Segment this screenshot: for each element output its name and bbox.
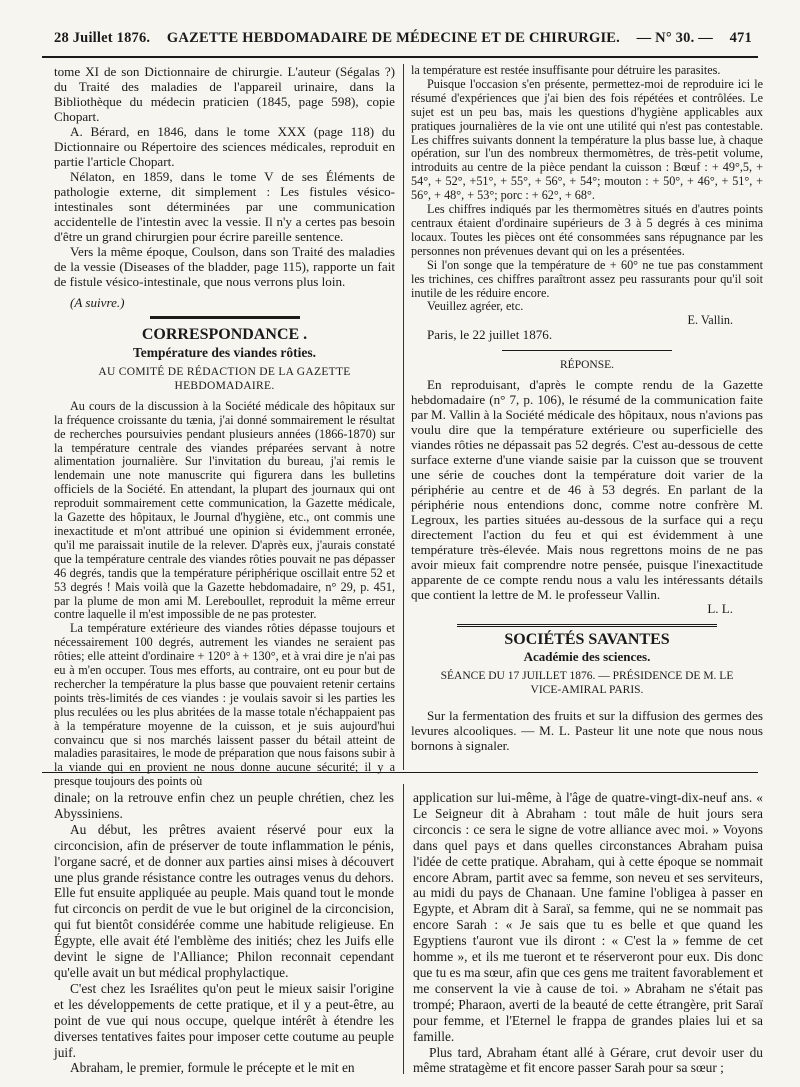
paragraph: dinale; on la retrouve enfin chez un peuple chrétien, chez les Abyssiniens. [54,790,394,821]
header-date: 28 Juillet 1876. [54,30,151,46]
running-head [54,30,752,50]
societies-heading: SOCIÉTÉS SAVANTES [504,630,670,648]
academy-subheading: Académie des sciences. [523,648,651,664]
paragraph: En reproduisant, d'après le compte rendu de la Gazette hebdomadaire (n° 7, p. 106), le résumé de la communication faite par M. Vallin à la Société médicale des hôpitaux, nous n'avions pas voulu dire que la température extérieure ou superficielle des viandes rôties ne dépassait pas 52 degrés. C'est au-dessous de cette surface externe d'une viande saisie par la cuisson que se trouvent une série de couches dont la température doit varier de la périphérie au centre et de 46 à 53 degrés. En parlant de la périphérie nous entendions donc, comme notre confrère M. Legroux, les parties situées au-dessous de la surface qui a reçu directement l'action du feu et qui est évidemment à une température très-élevée. Mais nous regrettons moins de ne pas avoir mieux fait comprendre notre pensée, puisque l'inexactitude apparente de ce compte rendu nous a valu les intéressants détails que contient la lettre de M. le professeur Vallin. [411,377,763,603]
paragraph: Veuillez agréer, etc. [427,299,524,314]
paragraph: Vers la même époque, Coulson, dans son Traité des maladies de la vessie (Diseases of the bladder, page 115), rapporte un fait de fistule vésico-intestinale, que nous verrons plus loin. [54,244,395,289]
to-be-continued: (A suivre.) [70,295,125,310]
section-rule [150,316,300,319]
header-issue: — N° 30. — [636,30,713,46]
signature-ll: L. L. [707,601,733,617]
paragraph: tome XI de son Dictionnaire de chirurgie. L'auteur (Ségalas ?) du Traité des maladies de l'appareil urinaire, dans la Bibliothèque du médecin praticien (1845, page 598), copie Chopart. [54,64,395,124]
paragraph: Si l'on songe que la température de + 60° ne tue pas constamment les trichines, ces chiffres paraîtront assez peu rassurants pour qu'il soit inutile de les réduire encore. [411,257,763,300]
section-rule [457,624,717,627]
paragraph: C'est chez les Israélites qu'on peut le mieux saisir l'origine et les développements de cette pratique, et il y a peut-être, au point de vue qui nous occupe, quelque intérêt à étendre les diverses tentatives faites pour imposer cette coutume au peuple juif. [54,980,394,1060]
paragraph: La température extérieure des viandes rôties dépasse toujours et nécessairement 100 degrés, autrement les viandes ne seraient pas rôties; elle atteint d'ordinaire + 120° à + 130°, et à vrai dire je n'ai pas eu à m'en occuper. Tous mes efforts, au contraire, ont eu pour but de rechercher la température la plus basse que pouvaient retenir certains points très-limités de ces viandes : je voulais savoir si les parties les plus reculées ou les plus abritées de la masse totale n'échappaient pas à la température moyenne de la cuisson, et je suis aujourd'hui convaincu que si nos marchés laissent passer du bétail atteint de maladies parasitaires, le mode de préparation que nous faisons subir à la viande qui en provient ne nous donne aucune sécurité; il y a presque toujours des points où [54,621,395,789]
paragraph: application sur lui-même, à l'âge de quatre-vingt-dix-neuf ans. « Le Seigneur dit à Abraham : tout mâle de huit jours sera circoncis : ce sera le signe de votre alliance avec moi. » Voyons dans quel pays et dans quelles circonstances Abraham puisa l'idée de cette pratique. Abraham, qui à cette époque se nommait encore Abram, partit avec sa femme, son neveu et ses serviteurs, au midi du pays de Chanaan. Une famine l'obligea à passer en Egypte, et Abram dit à Saraï, sa femme, qui ne se nommait pas encore Sarah : « Je sais que tu es belle et que quand les Egyptiens t'auront vue ils diront : « C'est la » femme de cet homme », et ils me tueront et te réserveront pour eux. Dis donc que tu es ma sœur, afin que ces gens me traitent favorablement et me conservent la vie à cause de toi. » Abraham ne s'était pas trompé; Pharaon, averti de la beauté de cette étrangère, prit Saraï pour femme, et l'Eternel le frappa de grandes plaies lui et sa famille. [413,790,763,1044]
response-heading: RÉPONSE. [560,359,614,372]
paragraph: Au début, les prêtres avaient réservé pour eux la circoncision, afin de préserver de toute inflammation le pénis, l'organe sacré, et de donner aux parties ainsi mises à découvert une plus grande résistance contre les outrages venus du dehors. Elle fut ensuite appliquée au peuple. Mais quand tout le monde fut circoncis on perdit de vue le but originel de la circoncision, qui fut bientôt considérée comme une habitude religieuse. En Égypte, elle avait été l'emblème des initiés; chez les Juifs elle devint le signe de l'Alliance; Philon reconnait cependant qu'elle avait un but médical prophylactique. [54,821,394,980]
paragraph: Sur la fermentation des fruits et sur la diffusion des germes des levures alcooliques. — M. L. Pasteur lit une note que nous nous bornons à signaler. [411,707,763,753]
paragraph: Puisque l'occasion s'en présente, permettez-moi de reproduire ici le résumé d'expériences que j'ai bien des fois répétées et contrôlées. Le sujet est un peu bas, mais les questions d'hygiène applicables aux pratiques journalières de la vie ont une utilité qui n'est pas contestable. Les chiffres suivants donnent la température la plus basse lue, à chaque opération, sur l'un des nombreux thermomètres, de très-petit volume, introduits au centre de la pièce pendant la cuisson : Bœuf : + 49°,5, + 54°, + 52°, +51°, + 55°, + 56°, + 54°; mouton : + 50°, + 46°, + 51°, + 56°, + 48°, + 53°; porc : + 62°, + 68°. [411,76,763,203]
paragraph: la température est restée insuffisante pour détruire les parasites. [411,63,721,77]
paragraph: Abraham, le premier, formule le précepte et le mit en [70,1060,355,1076]
session-line: SÉANCE DU 17 JUILLET 1876. — PRÉSIDENCE DE M. LE VICE-AMIRAL PARIS. [440,669,734,696]
paragraph: Les chiffres indiqués par les thermomètres situés en d'autres points centraux étaient d'ordinaire supérieurs de 3 à 5 degrés à ces minima locaux. Toutes les pièces ont été consommées sans répugnance par les personnes non prévenues devant qui on les a présentées. [411,202,763,258]
column-divider-top [403,64,404,770]
bottom-left-column [54,790,394,1076]
correspondence-addressee: AU COMITÉ DE RÉDACTION DE LA GAZETTE HEBDOMADAIRE. [98,366,351,392]
column-divider-bottom [403,784,404,1074]
feuilleton-rule [42,772,758,773]
paragraph: Nélaton, en 1859, dans le tome V de ses Éléments de pathologie externe, dit simplement : Les fistules vésico-intestinales sont déterminées par une communication accidentelle de l'intestin avec la vessie. Il n'y a certes pas besoin d'être un grand chirurgien pour écrire pareille sentence. [54,169,395,244]
correspondence-heading: CORRESPONDANCE . [141,326,308,343]
header-journal: GAZETTE HEBDOMADAIRE DE MÉDECINE ET DE CHIRURGIE. [166,30,620,46]
paragraph: Plus tard, Abraham étant allé à Gérare, crut devoir user du même stratagème et fit encore passer Sarah pour sa sœur ; [413,1044,763,1076]
bottom-right-column [413,790,763,1076]
paragraph: Au cours de la discussion à la Société médicale des hôpitaux sur la fréquence croissante du tænia, j'ai donné sommairement le résultat de recherches poursuivies pendant plusieurs années (1866-1870) sur la température centrale des viandes préparées servant à notre alimentation journalière. Sur l'invitation du bureau, j'ai remis le lendemain une note manuscrite qui figurera dans les bulletins officiels de la Société. En attendant, la plupart des journaux qui ont reproduit sommairement cette communication, la Gazette médicale, la Gazette des hôpitaux, le Journal d'hygiène, etc., ont commis une inexactitude et m'ont attribué une opinion si évidemment erronée, qu'il me paraissait inutile de la relever. D'après eux, j'aurais constaté que la température centrale des viandes rôties pouvait ne pas dépasser 46 degrés, tandis que la température périphérique oscillait entre 52 et 53 degrés ! Mais voilà que la Gazette hebdomadaire, n° 29, p. 451, par la plume de mon ami M. Lereboullet, reproduit la même erreur contre laquelle il m'est impossible de ne pas protester. [54,398,395,622]
header-page-number: 471 [729,30,752,46]
right-column [411,64,763,753]
signature-vallin: E. Vallin. [687,313,733,328]
correspondence-subheading: Température des viandes rôties. [133,345,316,360]
paragraph: A. Bérard, en 1846, dans le tome XXX (page 118) du Dictionnaire ou Répertoire des sciences médicales, reproduit en partie l'article Chopart. [54,124,395,169]
dateline: Paris, le 22 juillet 1876. [427,327,553,343]
header-rule [42,56,758,58]
left-column [54,64,395,789]
divider-rule [502,350,672,351]
